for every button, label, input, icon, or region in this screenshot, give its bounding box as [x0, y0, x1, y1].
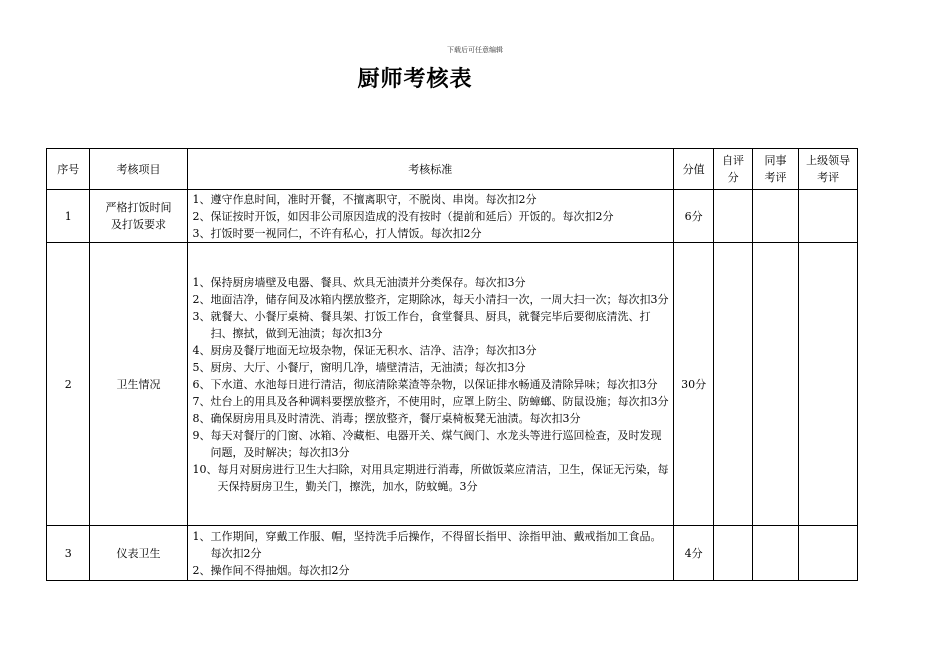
- criteria-num: 6、: [192, 377, 211, 391]
- criteria-num: 3、: [192, 226, 211, 240]
- criteria-line: [193, 562, 669, 579]
- row-item: [90, 190, 187, 243]
- peer-score-cell[interactable]: [752, 190, 799, 243]
- boss-score-cell[interactable]: [799, 190, 858, 243]
- criteria-line: [193, 528, 669, 562]
- criteria-num: 2、: [192, 209, 211, 223]
- header-boss: [799, 149, 858, 190]
- criteria-num: 8、: [192, 411, 211, 425]
- criteria-line: [193, 393, 669, 410]
- table-header-row: [47, 149, 858, 190]
- row-no: 2: [47, 243, 90, 526]
- criteria-num: 10、: [192, 462, 218, 476]
- row-criteria: [187, 190, 673, 243]
- self-score-cell[interactable]: [714, 526, 752, 581]
- criteria-line: [193, 225, 669, 242]
- criteria-line: [193, 291, 669, 308]
- header-self-label: 自评分: [722, 154, 745, 184]
- criteria-num: 2、: [192, 292, 211, 306]
- header-no: 序号: [47, 149, 90, 190]
- criteria-num: 7、: [192, 394, 211, 408]
- criteria-num: 1、: [192, 529, 211, 543]
- criteria-line: [193, 461, 669, 495]
- criteria-text: 每月对厨房进行卫生大扫除，对用具定期进行消毒，所做饭菜应清洁，卫生，保证无污染，每天保持厨房卫生，勤关门，擦洗，加水，防蚊蝇。3分: [217, 462, 669, 493]
- criteria-num: 1、: [192, 275, 211, 289]
- boss-score-cell[interactable]: [799, 526, 858, 581]
- row-criteria: [187, 526, 673, 581]
- criteria-text: 遵守作息时间，准时开餐，不擅离职守，不脱岗、串岗。每次扣2分: [210, 192, 537, 206]
- criteria-text: 下水道、水池每日进行清洁，彻底清除菜渣等杂物，以保证排水畅通及清除异味；每次扣3分: [210, 377, 658, 391]
- criteria-text: 工作期间，穿戴工作服、帽，坚持洗手后操作，不得留长指甲、涂指甲油、戴戒指加工食品。每次扣2分: [210, 529, 662, 560]
- row-item: 卫生情况: [90, 243, 187, 526]
- peer-score-cell[interactable]: [752, 243, 799, 526]
- header-boss-label: 上级领导考评: [806, 154, 851, 184]
- criteria-line: [193, 427, 669, 461]
- header-note: 下载后可任意编辑: [447, 46, 503, 54]
- row-score: 30分: [673, 243, 713, 526]
- criteria-line: [193, 359, 669, 376]
- criteria-num: 5、: [192, 360, 211, 374]
- row-no: 3: [47, 526, 90, 581]
- criteria-line: [193, 274, 669, 291]
- criteria-num: 9、: [192, 428, 211, 442]
- assessment-table: [46, 148, 858, 581]
- criteria-num: 4、: [192, 343, 211, 357]
- row-item: 仪表卫生: [90, 526, 187, 581]
- criteria-num: 1、: [192, 192, 211, 206]
- header-score: 分值: [673, 149, 713, 190]
- self-score-cell[interactable]: [714, 243, 752, 526]
- criteria-num: 2、: [192, 563, 211, 577]
- header-standard: 考核标准: [187, 149, 673, 190]
- page-title: 厨师考核表: [357, 67, 473, 92]
- table-row: [47, 526, 858, 581]
- criteria-line: [193, 208, 669, 225]
- criteria-text: 就餐大、小餐厅桌椅、餐具架、打饭工作台，食堂餐具、厨具，就餐完毕后要彻底清洗、打扫、擦拭，做到无油渍；每次扣3分: [210, 309, 651, 340]
- criteria-num: 3、: [192, 309, 211, 323]
- header-self: [714, 149, 752, 190]
- boss-score-cell[interactable]: [799, 243, 858, 526]
- criteria-line: [193, 410, 669, 427]
- peer-score-cell[interactable]: [752, 526, 799, 581]
- header-item: 考核项目: [90, 149, 187, 190]
- criteria-line: [193, 191, 669, 208]
- header-peer-label: 同事考评: [764, 154, 787, 184]
- criteria-text: 保证按时开饭，如因非公司原因造成的没有按时（提前和延后）开饭的。每次扣2分: [210, 209, 614, 223]
- criteria-text: 地面洁净，储存间及冰箱内摆放整齐，定期除冰，每天小清扫一次，一周大扫一次；每次扣3分: [210, 292, 669, 306]
- criteria-text: 打饭时要一视同仁，不许有私心，打人情饭。每次扣2分: [210, 226, 482, 240]
- self-score-cell[interactable]: [714, 190, 752, 243]
- criteria-text: 厨房及餐厅地面无垃圾杂物，保证无积水、洁净、洁净；每次扣3分: [210, 343, 537, 357]
- criteria-line: [193, 342, 669, 359]
- row-criteria: [187, 243, 673, 526]
- table-row: [47, 243, 858, 526]
- row-score: 4分: [673, 526, 713, 581]
- criteria-text: 保持厨房墙壁及电器、餐具、炊具无油渍并分类保存。每次扣3分: [210, 275, 526, 289]
- criteria-text: 每天对餐厅的门窗、冰箱、冷藏柜、电器开关、煤气阀门、水龙头等进行巡回检查，及时发现问题，及时解决；每次扣3分: [210, 428, 662, 459]
- criteria-text: 厨房、大厅、小餐厅，窗明几净，墙壁清洁，无油渍；每次扣3分: [210, 360, 526, 374]
- row-no: 1: [47, 190, 90, 243]
- table-row: [47, 190, 858, 243]
- criteria-text: 灶台上的用具及各种调料要摆放整齐，不使用时，应罩上防尘、防蟑螂、防鼠设施；每次扣3分: [210, 394, 669, 408]
- row-item-label: 严格打饭时间及打饭要求: [105, 201, 172, 231]
- header-peer: [752, 149, 799, 190]
- criteria-text: 操作间不得抽烟。每次扣2分: [210, 563, 350, 577]
- criteria-text: 确保厨房用具及时清洗、消毒；摆放整齐，餐厅桌椅板凳无油渍。每次扣3分: [210, 411, 581, 425]
- criteria-line: [193, 376, 669, 393]
- row-score: 6分: [673, 190, 713, 243]
- criteria-line: [193, 308, 669, 342]
